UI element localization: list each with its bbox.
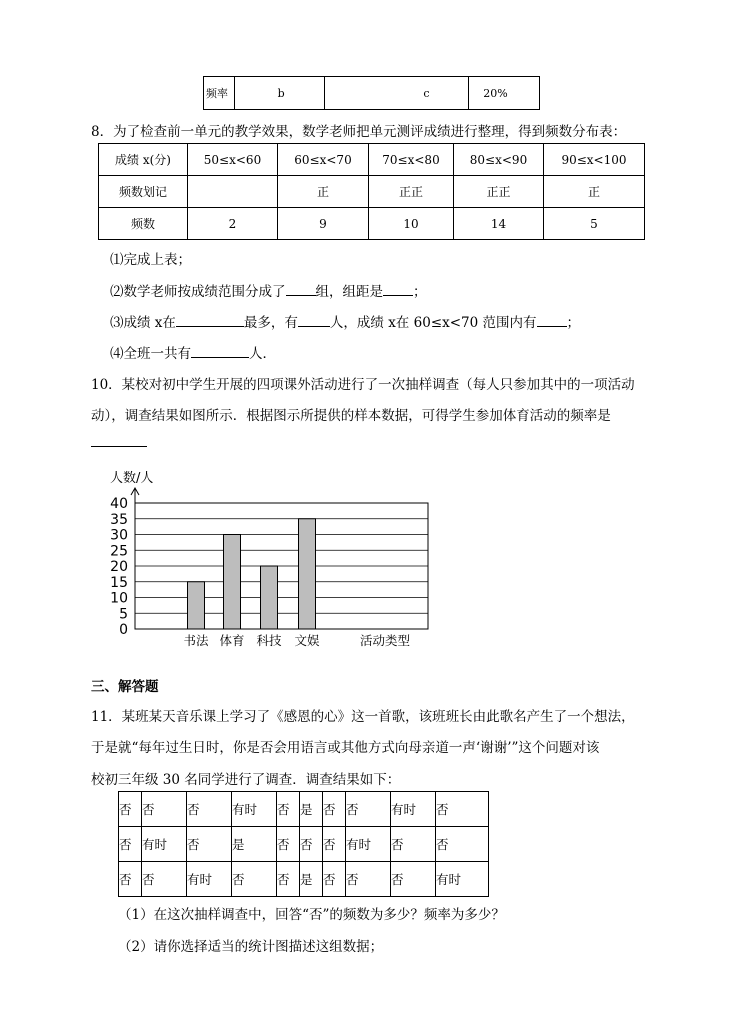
table-header: 80≤x<90 bbox=[454, 144, 544, 176]
chart-y-ticks bbox=[110, 496, 128, 638]
q8-sub4-text-b: 人． bbox=[249, 346, 276, 362]
table-cell: 否 bbox=[323, 792, 346, 827]
answer-blank bbox=[176, 313, 244, 328]
table-cell: 是 bbox=[300, 862, 323, 897]
table-cell: 否 bbox=[119, 792, 142, 827]
top-table bbox=[203, 76, 540, 110]
bar bbox=[261, 566, 278, 629]
q11-line3: 校初三年级 30 名同学进行了调查．调查结果如下： bbox=[91, 772, 401, 788]
table-row bbox=[99, 144, 645, 176]
y-tick-label: 25 bbox=[110, 543, 128, 560]
table-cell: 否 bbox=[391, 862, 436, 897]
table-cell: 有时 bbox=[346, 827, 391, 862]
q8-sub3-text-c: 人，成绩 x在 60≤x<70 范围内有 bbox=[329, 315, 537, 331]
chart-grid bbox=[131, 488, 428, 629]
q8-sub1: ⑴完成上表； bbox=[110, 252, 191, 268]
q8-sub3 bbox=[110, 311, 580, 331]
freq-cell: 9 bbox=[278, 208, 369, 240]
table-cell: 否 bbox=[346, 792, 391, 827]
bar bbox=[299, 519, 316, 629]
row-label: 频数划记 bbox=[99, 176, 188, 208]
freq-cell: 10 bbox=[369, 208, 454, 240]
table-cell: 有时 bbox=[436, 862, 489, 897]
section-title: 三、解答题 bbox=[91, 679, 159, 695]
table-header: 70≤x<80 bbox=[369, 144, 454, 176]
table-header: 60≤x<70 bbox=[278, 144, 369, 176]
bar-chart bbox=[95, 462, 440, 654]
table-cell: b bbox=[234, 77, 324, 110]
answer-blank bbox=[537, 313, 567, 328]
table-row bbox=[119, 827, 489, 862]
answer-blank bbox=[298, 313, 330, 328]
table-cell: 有时 bbox=[232, 792, 277, 827]
answer-blank bbox=[191, 344, 249, 359]
table-cell: 否 bbox=[142, 862, 187, 897]
x-tick-label: 文娱 bbox=[294, 633, 320, 648]
bar bbox=[224, 535, 241, 630]
table-header: 90≤x<100 bbox=[544, 144, 645, 176]
table-header: 50≤x<60 bbox=[188, 144, 278, 176]
y-tick-label: 0 bbox=[119, 622, 128, 638]
table-cell: 否 bbox=[300, 827, 323, 862]
table-cell: 频率 bbox=[204, 77, 235, 110]
y-tick-label: 15 bbox=[110, 574, 128, 591]
q8-sub3-text-d: ； bbox=[566, 315, 580, 331]
table-cell: 否 bbox=[119, 862, 142, 897]
table-cell: 否 bbox=[391, 827, 436, 862]
chart-x-labels bbox=[183, 633, 320, 648]
q8-stem: 8．为了检查前一单元的教学效果，数学老师把单元测评成绩进行整理，得到频数分布表： bbox=[91, 124, 627, 140]
y-tick-label: 5 bbox=[119, 606, 128, 623]
table-cell: 否 bbox=[346, 862, 391, 897]
q11-sub1: （1）在这次抽样调查中，回答“否”的频数为多少？频率为多少？ bbox=[118, 907, 505, 923]
table-row bbox=[119, 862, 489, 897]
q11-line1: 11．某班某天音乐课上学习了《感恩的心》这一首歌，该班班长由此歌名产生了一个想法， bbox=[91, 709, 635, 725]
tally-cell: 正 bbox=[544, 176, 645, 208]
table-cell: 是 bbox=[300, 792, 323, 827]
freq-cell: 5 bbox=[544, 208, 645, 240]
x-tick-label: 科技 bbox=[256, 633, 282, 648]
table-row bbox=[119, 792, 489, 827]
table-cell: 是 bbox=[232, 827, 277, 862]
y-tick-label: 30 bbox=[110, 527, 128, 544]
chart-xlabel: 活动类型 bbox=[360, 633, 411, 648]
survey-table bbox=[118, 791, 489, 897]
answer-blank bbox=[383, 282, 413, 297]
table-cell: 否 bbox=[142, 792, 187, 827]
q8-sub2-text-a: ⑵数学老师按成绩范围分成了 bbox=[110, 284, 286, 300]
bar bbox=[188, 582, 205, 629]
q11-sub2: （2）请你选择适当的统计图描述这组数据； bbox=[118, 939, 384, 955]
row-label: 频数 bbox=[99, 208, 188, 240]
table-cell: 否 bbox=[323, 862, 346, 897]
table-cell: 否 bbox=[119, 827, 142, 862]
answer-blank bbox=[91, 446, 147, 447]
table-cell: 否 bbox=[436, 827, 489, 862]
chart-bars bbox=[188, 519, 316, 629]
table-header: 成绩 x(分) bbox=[99, 144, 188, 176]
q8-sub2-text-b: 组，组距是 bbox=[315, 284, 383, 300]
q8-sub2 bbox=[110, 280, 427, 300]
table-cell: 否 bbox=[232, 862, 277, 897]
q10-line2: 动），调查结果如图所示．根据图示所提供的样本数据，可得学生参加体育活动的频率是 bbox=[91, 408, 611, 424]
q10-line1: 10．某校对初中学生开展的四项课外活动进行了一次抽样调查（每人只参加其中的一项活动 bbox=[91, 377, 635, 393]
tally-cell: 正正 bbox=[369, 176, 454, 208]
table-cell: 否 bbox=[187, 792, 232, 827]
q11-line2: 于是就“每年过生日时，你是否会用语言或其他方式向母亲道一声‘谢谢’”这个问题对该 bbox=[91, 740, 600, 756]
y-tick-label: 20 bbox=[110, 559, 128, 575]
table-cell: 否 bbox=[187, 827, 232, 862]
table-row bbox=[99, 176, 645, 208]
table-row bbox=[99, 208, 645, 240]
x-tick-label: 体育 bbox=[219, 633, 245, 648]
q8-sub3-text-b: 最多，有 bbox=[243, 315, 298, 331]
x-tick-label: 书法 bbox=[183, 633, 209, 648]
table-cell: 有时 bbox=[391, 792, 436, 827]
table-row bbox=[204, 77, 540, 110]
q8-sub2-text-c: ； bbox=[413, 284, 427, 300]
tally-cell: 正正 bbox=[454, 176, 544, 208]
table-cell: 否 bbox=[436, 792, 489, 827]
freq-cell: 2 bbox=[188, 208, 278, 240]
table-cell: 20% bbox=[469, 77, 540, 110]
table-cell: 否 bbox=[323, 827, 346, 862]
y-tick-label: 10 bbox=[110, 590, 128, 607]
table-cell: 否 bbox=[277, 827, 300, 862]
chart-ylabel: 人数/人 bbox=[110, 471, 154, 486]
tally-cell bbox=[188, 176, 278, 208]
table-cell: 否 bbox=[277, 862, 300, 897]
table-cell: 有时 bbox=[142, 827, 187, 862]
freq-cell: 14 bbox=[454, 208, 544, 240]
frequency-table bbox=[98, 143, 645, 240]
y-tick-label: 40 bbox=[110, 496, 128, 512]
table-cell: 否 bbox=[277, 792, 300, 827]
tally-cell: 正 bbox=[278, 176, 369, 208]
q8-sub4-text-a: ⑷全班一共有 bbox=[110, 346, 191, 362]
answer-blank bbox=[286, 282, 316, 297]
table-cell: 有时 bbox=[187, 862, 232, 897]
q8-sub3-text-a: ⑶成绩 x在 bbox=[110, 315, 176, 331]
y-tick-label: 35 bbox=[110, 511, 128, 528]
q8-sub4 bbox=[110, 342, 276, 362]
table-cell: c bbox=[324, 77, 469, 110]
